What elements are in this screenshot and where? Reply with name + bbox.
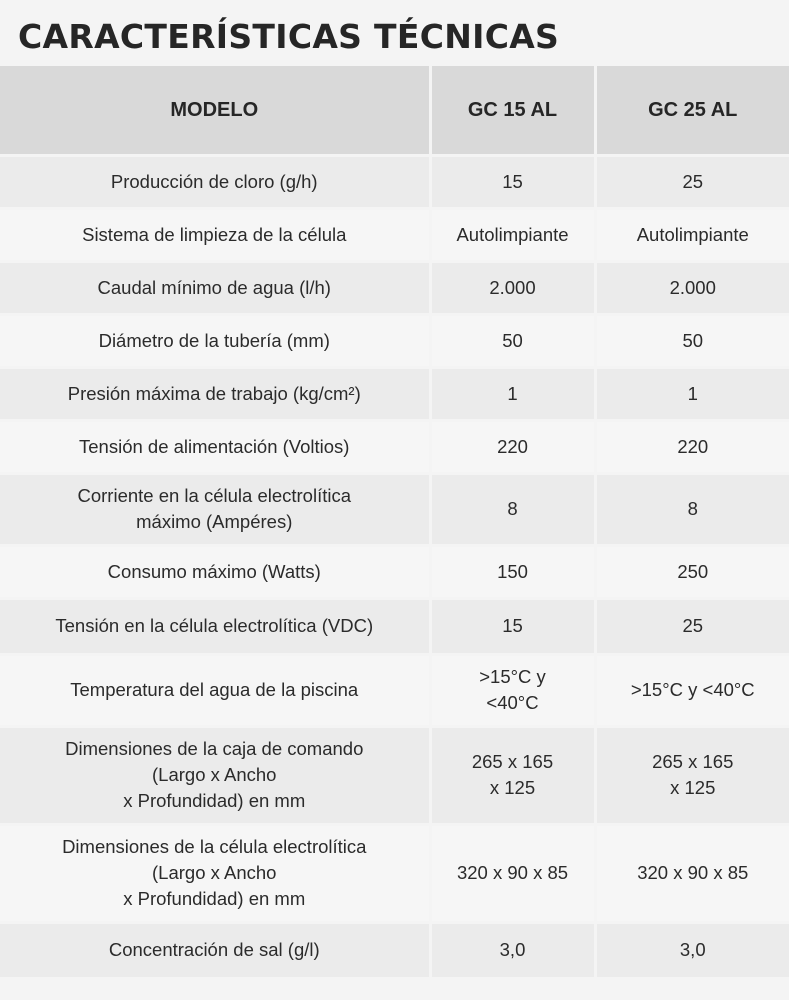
- gc25-value: 3,0: [679, 939, 706, 960]
- header-model: MODELO: [0, 66, 430, 155]
- table-row: [0, 545, 789, 598]
- gc15-value-cell: [430, 420, 595, 473]
- table-row: [0, 473, 789, 545]
- gc15-value: 320 x 90 x 85: [456, 862, 569, 883]
- spec-label-cell: [0, 726, 430, 824]
- gc15-value-cell: [430, 208, 595, 261]
- gc15-value: 15: [502, 170, 523, 192]
- gc25-value: 1: [687, 382, 698, 404]
- gc15-value: 1: [507, 382, 518, 404]
- gc15-value: 265 x 165: [471, 751, 554, 772]
- spec-label: Dimensiones de la célula electrolítica: [62, 836, 367, 857]
- table-row: [0, 261, 789, 314]
- gc25-value: 8: [687, 498, 698, 519]
- gc25-value-cell: [595, 261, 789, 314]
- gc15-value: 2.000: [489, 276, 536, 298]
- gc25-value-cell: [595, 598, 789, 654]
- gc25-value-cell: [595, 824, 789, 922]
- spec-label-cell: [0, 654, 430, 726]
- gc15-value-cell: [430, 545, 595, 598]
- spec-label-cell: [0, 367, 430, 420]
- gc15-value-cell: [430, 726, 595, 824]
- table-row: [0, 726, 789, 824]
- gc25-value: 250: [677, 560, 709, 582]
- gc25-value-cell: [595, 208, 789, 261]
- table-header-row: [0, 66, 789, 155]
- gc15-value: 150: [497, 560, 528, 582]
- table-row: [0, 208, 789, 261]
- gc15-value-cell: [430, 598, 595, 654]
- table-row: [0, 155, 789, 208]
- table-row: [0, 314, 789, 367]
- gc15-value: >15°C y: [479, 666, 546, 687]
- spec-label: Tensión en la célula electrolítica (VDC): [55, 615, 374, 636]
- gc25-value-cell: [595, 922, 789, 978]
- gc15-value: 15: [502, 615, 523, 636]
- spec-label-cell: [0, 922, 430, 978]
- gc15-value-cell: [430, 473, 595, 545]
- spec-label: (Largo x Ancho: [152, 764, 277, 785]
- table-row: [0, 598, 789, 654]
- spec-label-cell: [0, 420, 430, 473]
- spec-label: Caudal mínimo de agua (l/h): [97, 276, 331, 298]
- spec-label: Producción de cloro (g/h): [110, 170, 318, 192]
- gc25-value-cell: [595, 726, 789, 824]
- spec-label: Corriente en la célula electrolítica: [77, 485, 352, 506]
- spec-label: Presión máxima de trabajo (kg/cm²): [67, 382, 361, 404]
- gc15-value-cell: [430, 824, 595, 922]
- gc15-value-cell: [430, 261, 595, 314]
- gc15-value: Autolimpiante: [456, 223, 569, 245]
- table-row: [0, 922, 789, 978]
- gc25-value: x 125: [670, 777, 716, 798]
- spec-label: x Profundidad) en mm: [123, 790, 306, 811]
- spec-label: Dimensiones de la caja de comando: [65, 738, 364, 759]
- spec-label: Tensión de alimentación (Voltios): [79, 435, 350, 457]
- gc25-value: 50: [682, 329, 704, 351]
- page-title: CARACTERÍSTICAS TÉCNICAS: [18, 17, 560, 56]
- spec-label: Sistema de limpieza de la célula: [82, 223, 347, 245]
- spec-label: Temperatura del agua de la piscina: [70, 679, 359, 700]
- gc15-value-cell: [430, 314, 595, 367]
- spec-label-cell: [0, 473, 430, 545]
- table-row: [0, 824, 789, 922]
- spec-label: (Largo x Ancho: [152, 862, 277, 883]
- spec-label-cell: [0, 545, 430, 598]
- gc15-value-cell: [430, 654, 595, 726]
- gc15-value: x 125: [489, 777, 536, 798]
- gc25-value: 25: [682, 170, 704, 192]
- gc25-value: 2.000: [669, 276, 716, 298]
- table-row: [0, 420, 789, 473]
- gc25-value: 25: [682, 615, 704, 636]
- spec-label-cell: [0, 314, 430, 367]
- header-gc25: GC 25 AL: [595, 66, 789, 155]
- gc25-value-cell: [595, 155, 789, 208]
- gc15-value: <40°C: [486, 692, 539, 713]
- specs-table: [0, 66, 789, 980]
- gc15-value: 50: [502, 329, 523, 351]
- gc15-value: 220: [497, 435, 528, 457]
- spec-label: Concentración de sal (g/l): [108, 939, 320, 960]
- gc25-value-cell: [595, 654, 789, 726]
- gc25-value-cell: [595, 367, 789, 420]
- gc25-value-cell: [595, 314, 789, 367]
- table-row: [0, 654, 789, 726]
- gc25-value: 220: [677, 435, 709, 457]
- gc25-value: 320 x 90 x 85: [637, 862, 749, 883]
- spec-label: máximo (Ampéres): [136, 511, 293, 532]
- spec-label-cell: [0, 824, 430, 922]
- gc25-value: Autolimpiante: [636, 223, 749, 245]
- spec-label-cell: [0, 155, 430, 208]
- gc25-value-cell: [595, 545, 789, 598]
- spec-label: Diámetro de la tubería (mm): [98, 329, 330, 351]
- header-gc15: GC 15 AL: [430, 66, 595, 155]
- gc15-value: 8: [507, 498, 518, 519]
- gc15-value-cell: [430, 155, 595, 208]
- table-body: [0, 155, 789, 978]
- gc15-value-cell: [430, 922, 595, 978]
- spec-label: Consumo máximo (Watts): [107, 560, 321, 582]
- spec-label-cell: [0, 598, 430, 654]
- gc25-value: >15°C y <40°C: [630, 679, 755, 700]
- gc25-value-cell: [595, 473, 789, 545]
- table-row: [0, 367, 789, 420]
- spec-label-cell: [0, 208, 430, 261]
- spec-label: x Profundidad) en mm: [123, 888, 306, 909]
- gc25-value-cell: [595, 420, 789, 473]
- gc15-value: 3,0: [499, 939, 526, 960]
- gc15-value-cell: [430, 367, 595, 420]
- gc25-value: 265 x 165: [652, 751, 734, 772]
- spec-label-cell: [0, 261, 430, 314]
